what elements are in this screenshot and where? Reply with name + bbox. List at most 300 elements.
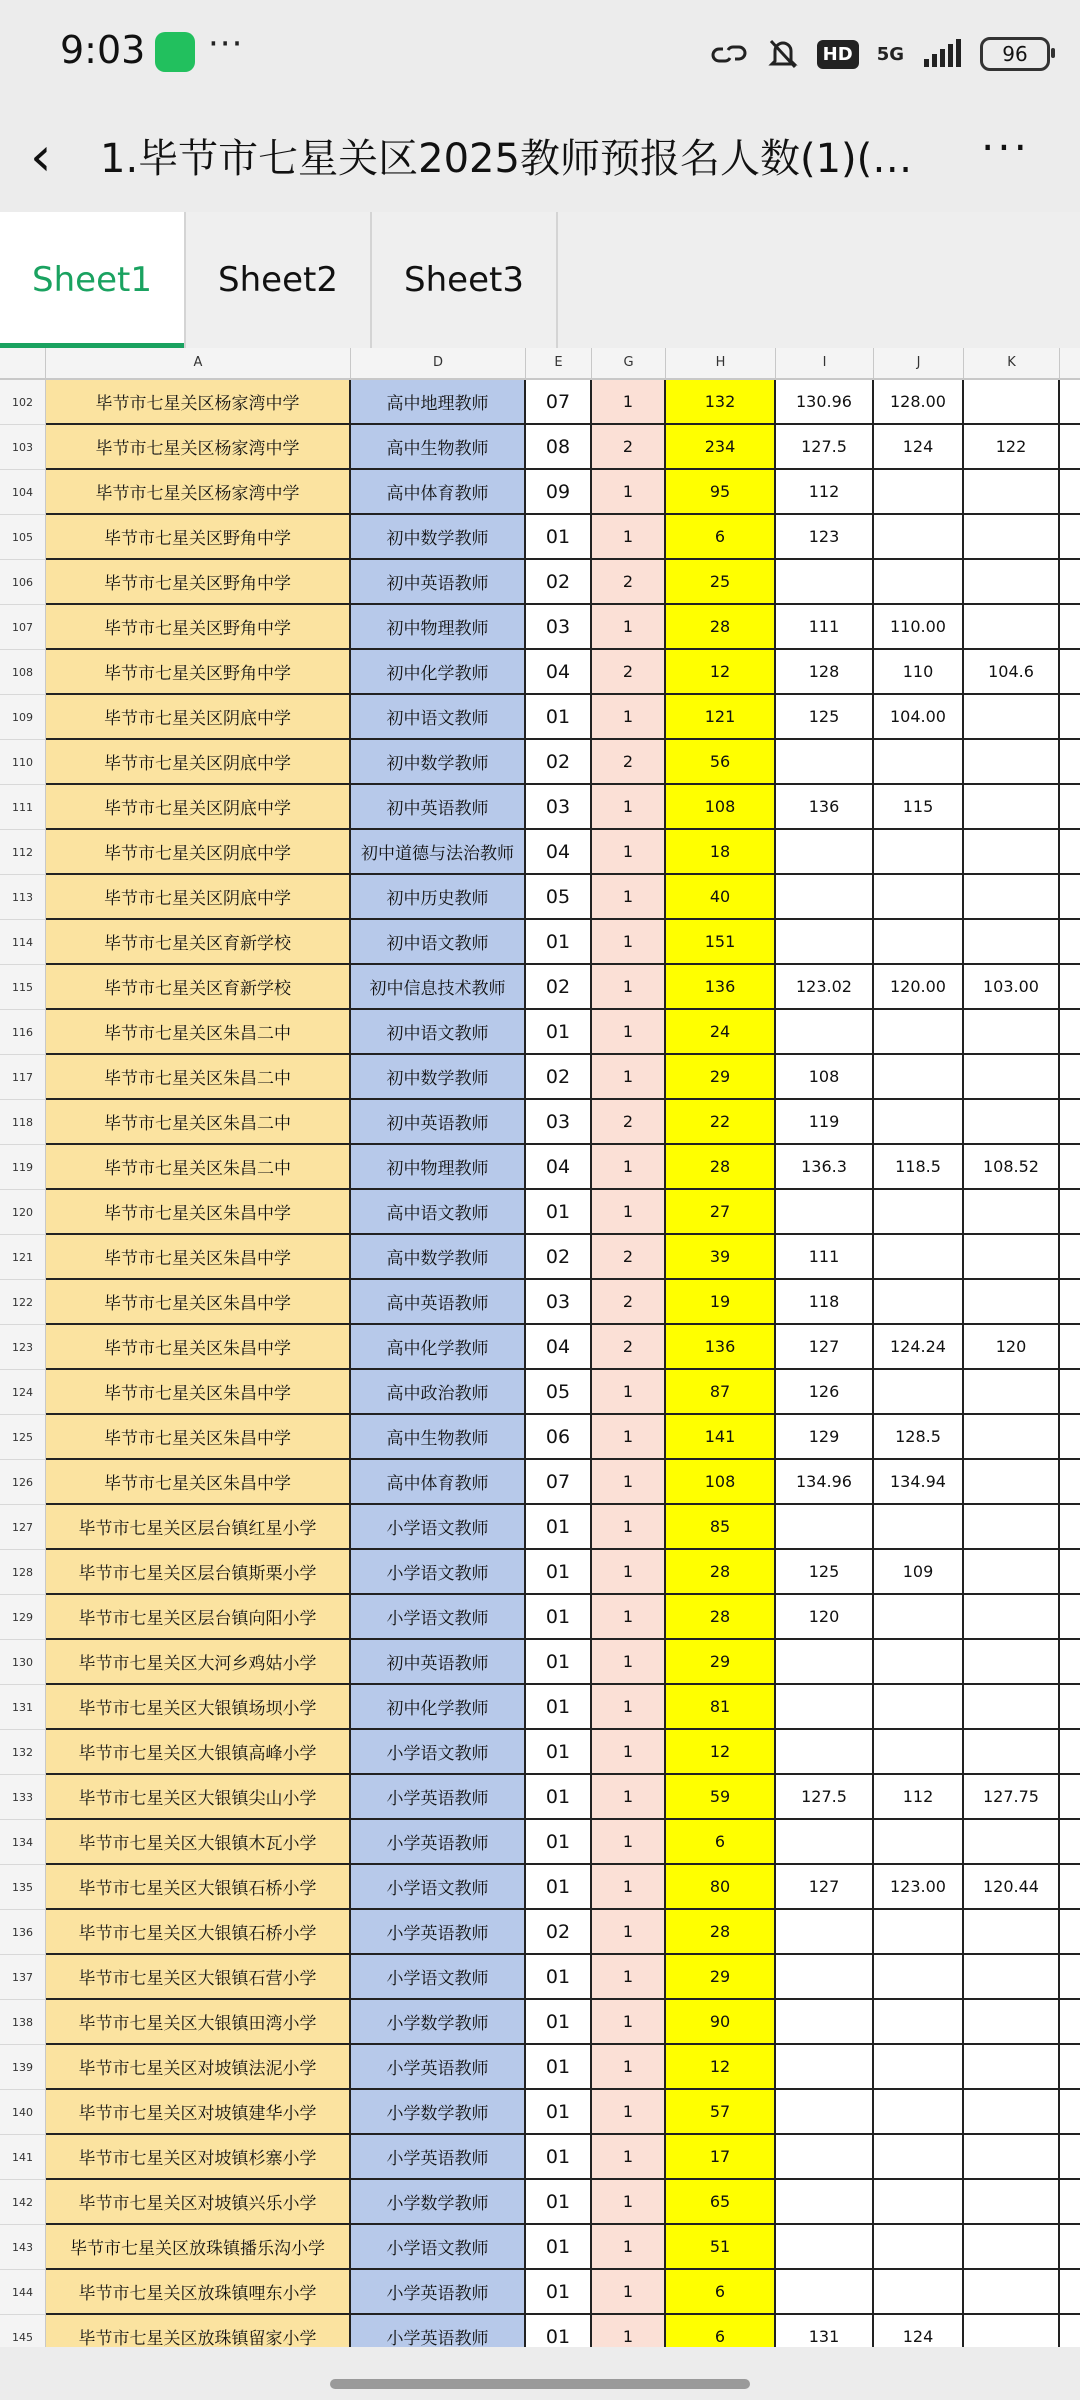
cell-applicants[interactable]: 24 — [666, 1010, 776, 1055]
cell-overflow[interactable] — [1060, 1910, 1080, 1955]
cell-applicants[interactable]: 56 — [666, 740, 776, 785]
cell-code[interactable]: 01 — [526, 1955, 592, 2000]
cell-position[interactable]: 初中英语教师 — [351, 1640, 526, 1685]
cell-score-j[interactable] — [874, 1370, 964, 1415]
cell-applicants[interactable]: 51 — [666, 2225, 776, 2270]
row-number[interactable]: 104 — [0, 470, 46, 515]
cell-school[interactable]: 毕节市七星关区大银镇石营小学 — [46, 1955, 351, 2000]
cell-score-i[interactable] — [776, 2135, 874, 2180]
cell-overflow[interactable] — [1060, 560, 1080, 605]
cell-school[interactable]: 毕节市七星关区野角中学 — [46, 515, 351, 560]
cell-position[interactable]: 小学语文教师 — [351, 1955, 526, 2000]
cell-position[interactable]: 初中化学教师 — [351, 650, 526, 695]
cell-code[interactable]: 01 — [526, 2315, 592, 2347]
row-number[interactable]: 128 — [0, 1550, 46, 1595]
row-number[interactable]: 130 — [0, 1640, 46, 1685]
cell-overflow[interactable] — [1060, 2270, 1080, 2315]
cell-quota[interactable]: 1 — [592, 1550, 666, 1595]
cell-school[interactable]: 毕节市七星关区野角中学 — [46, 560, 351, 605]
cell-overflow[interactable] — [1060, 1055, 1080, 1100]
cell-overflow[interactable] — [1060, 1595, 1080, 1640]
cell-score-i[interactable] — [776, 1010, 874, 1055]
cell-score-k[interactable] — [964, 920, 1060, 965]
cell-school[interactable]: 毕节市七星关区朱昌中学 — [46, 1370, 351, 1415]
column-header-e[interactable]: E — [526, 348, 592, 378]
row-number[interactable]: 121 — [0, 1235, 46, 1280]
cell-code[interactable]: 05 — [526, 875, 592, 920]
cell-code[interactable]: 02 — [526, 1910, 592, 1955]
cell-score-j[interactable] — [874, 740, 964, 785]
cell-score-i[interactable]: 136 — [776, 785, 874, 830]
cell-code[interactable]: 01 — [526, 515, 592, 560]
cell-overflow[interactable] — [1060, 965, 1080, 1010]
cell-score-j[interactable]: 128.5 — [874, 1415, 964, 1460]
row-number[interactable]: 135 — [0, 1865, 46, 1910]
row-number[interactable]: 123 — [0, 1325, 46, 1370]
cell-quota[interactable]: 1 — [592, 1505, 666, 1550]
tab-sheet3[interactable]: Sheet3 — [372, 212, 558, 348]
cell-score-j[interactable] — [874, 1100, 964, 1145]
cell-overflow[interactable] — [1060, 1640, 1080, 1685]
row-number[interactable]: 118 — [0, 1100, 46, 1145]
cell-applicants[interactable]: 28 — [666, 1550, 776, 1595]
cell-quota[interactable]: 2 — [592, 560, 666, 605]
cell-school[interactable]: 毕节市七星关区朱昌中学 — [46, 1190, 351, 1235]
cell-score-k[interactable] — [964, 2090, 1060, 2135]
cell-applicants[interactable]: 12 — [666, 2045, 776, 2090]
cell-quota[interactable]: 1 — [592, 2135, 666, 2180]
cell-quota[interactable]: 1 — [592, 2315, 666, 2347]
cell-applicants[interactable]: 28 — [666, 1910, 776, 1955]
cell-score-i[interactable]: 127.5 — [776, 425, 874, 470]
cell-overflow[interactable] — [1060, 1550, 1080, 1595]
cell-code[interactable]: 03 — [526, 785, 592, 830]
cell-score-i[interactable]: 136.3 — [776, 1145, 874, 1190]
column-header-g[interactable]: G — [592, 348, 666, 378]
cell-overflow[interactable] — [1060, 875, 1080, 920]
row-number[interactable]: 125 — [0, 1415, 46, 1460]
cell-score-i[interactable]: 127.5 — [776, 1775, 874, 1820]
cell-score-j[interactable] — [874, 1505, 964, 1550]
cell-score-k[interactable]: 122 — [964, 425, 1060, 470]
cell-quota[interactable]: 1 — [592, 1820, 666, 1865]
cell-score-i[interactable]: 129 — [776, 1415, 874, 1460]
cell-school[interactable]: 毕节市七星关区对坡镇兴乐小学 — [46, 2180, 351, 2225]
cell-score-k[interactable]: 103.00 — [964, 965, 1060, 1010]
cell-overflow[interactable] — [1060, 740, 1080, 785]
cell-position[interactable]: 高中政治教师 — [351, 1370, 526, 1415]
cell-school[interactable]: 毕节市七星关区朱昌中学 — [46, 1415, 351, 1460]
cell-score-j[interactable] — [874, 1730, 964, 1775]
cell-code[interactable]: 03 — [526, 605, 592, 650]
cell-overflow[interactable] — [1060, 650, 1080, 695]
cell-score-k[interactable] — [964, 1910, 1060, 1955]
cell-score-k[interactable] — [964, 2270, 1060, 2315]
cell-overflow[interactable] — [1060, 605, 1080, 650]
cell-score-k[interactable] — [964, 1055, 1060, 1100]
cell-overflow[interactable] — [1060, 380, 1080, 425]
cell-score-j[interactable]: 123.00 — [874, 1865, 964, 1910]
cell-quota[interactable]: 1 — [592, 2045, 666, 2090]
cell-overflow[interactable] — [1060, 1325, 1080, 1370]
cell-score-k[interactable] — [964, 2135, 1060, 2180]
cell-score-j[interactable] — [874, 515, 964, 560]
cell-school[interactable]: 毕节市七星关区阴底中学 — [46, 695, 351, 740]
cell-code[interactable]: 04 — [526, 1325, 592, 1370]
cell-school[interactable]: 毕节市七星关区阴底中学 — [46, 785, 351, 830]
row-number[interactable]: 105 — [0, 515, 46, 560]
more-options-button[interactable]: ··· — [980, 123, 1030, 172]
cell-school[interactable]: 毕节市七星关区朱昌二中 — [46, 1055, 351, 1100]
cell-score-k[interactable] — [964, 1550, 1060, 1595]
cell-quota[interactable]: 1 — [592, 1460, 666, 1505]
cell-school[interactable]: 毕节市七星关区朱昌二中 — [46, 1010, 351, 1055]
cell-applicants[interactable]: 17 — [666, 2135, 776, 2180]
cell-score-j[interactable] — [874, 1055, 964, 1100]
cell-score-j[interactable] — [874, 1820, 964, 1865]
cell-score-j[interactable]: 124.24 — [874, 1325, 964, 1370]
cell-school[interactable]: 毕节市七星关区阴底中学 — [46, 875, 351, 920]
cell-quota[interactable]: 1 — [592, 470, 666, 515]
cell-position[interactable]: 小学语文教师 — [351, 2225, 526, 2270]
cell-overflow[interactable] — [1060, 1190, 1080, 1235]
cell-overflow[interactable] — [1060, 1280, 1080, 1325]
cell-score-j[interactable]: 120.00 — [874, 965, 964, 1010]
row-number[interactable]: 142 — [0, 2180, 46, 2225]
cell-quota[interactable]: 1 — [592, 695, 666, 740]
cell-score-i[interactable] — [776, 1730, 874, 1775]
cell-score-k[interactable] — [964, 1190, 1060, 1235]
cell-overflow[interactable] — [1060, 1955, 1080, 2000]
row-number[interactable]: 109 — [0, 695, 46, 740]
cell-overflow[interactable] — [1060, 2135, 1080, 2180]
cell-school[interactable]: 毕节市七星关区层台镇红星小学 — [46, 1505, 351, 1550]
column-header-h[interactable]: H — [666, 348, 776, 378]
cell-code[interactable]: 01 — [526, 2090, 592, 2135]
cell-applicants[interactable]: 6 — [666, 2270, 776, 2315]
cell-quota[interactable]: 1 — [592, 785, 666, 830]
cell-code[interactable]: 01 — [526, 1505, 592, 1550]
cell-score-j[interactable]: 124 — [874, 425, 964, 470]
row-number[interactable]: 144 — [0, 2270, 46, 2315]
cell-applicants[interactable]: 136 — [666, 965, 776, 1010]
cell-quota[interactable]: 1 — [592, 920, 666, 965]
cell-score-j[interactable] — [874, 1910, 964, 1955]
cell-score-i[interactable] — [776, 875, 874, 920]
cell-applicants[interactable]: 40 — [666, 875, 776, 920]
cell-score-i[interactable]: 125 — [776, 1550, 874, 1595]
cell-position[interactable]: 高中体育教师 — [351, 1460, 526, 1505]
cell-quota[interactable]: 1 — [592, 1955, 666, 2000]
cell-score-j[interactable]: 115 — [874, 785, 964, 830]
cell-score-i[interactable]: 128 — [776, 650, 874, 695]
cell-applicants[interactable]: 141 — [666, 1415, 776, 1460]
cell-overflow[interactable] — [1060, 830, 1080, 875]
column-header-k[interactable]: K — [964, 348, 1060, 378]
cell-school[interactable]: 毕节市七星关区野角中学 — [46, 650, 351, 695]
cell-quota[interactable]: 1 — [592, 1775, 666, 1820]
cell-overflow[interactable] — [1060, 2225, 1080, 2270]
cell-applicants[interactable]: 132 — [666, 380, 776, 425]
column-header-a[interactable]: A — [46, 348, 351, 378]
cell-applicants[interactable]: 22 — [666, 1100, 776, 1145]
cell-school[interactable]: 毕节市七星关区大银镇石桥小学 — [46, 1910, 351, 1955]
cell-overflow[interactable] — [1060, 2000, 1080, 2045]
cell-score-k[interactable]: 127.75 — [964, 1775, 1060, 1820]
cell-position[interactable]: 小学语文教师 — [351, 1550, 526, 1595]
cell-applicants[interactable]: 12 — [666, 650, 776, 695]
cell-score-j[interactable]: 109 — [874, 1550, 964, 1595]
tab-sheet2[interactable]: Sheet2 — [186, 212, 372, 348]
cell-applicants[interactable]: 19 — [666, 1280, 776, 1325]
cell-code[interactable]: 01 — [526, 1595, 592, 1640]
cell-code[interactable]: 02 — [526, 1235, 592, 1280]
cell-overflow[interactable] — [1060, 1505, 1080, 1550]
cell-quota[interactable]: 1 — [592, 1010, 666, 1055]
cell-applicants[interactable]: 28 — [666, 605, 776, 650]
cell-quota[interactable]: 1 — [592, 965, 666, 1010]
cell-score-j[interactable] — [874, 1280, 964, 1325]
row-number[interactable]: 136 — [0, 1910, 46, 1955]
row-number[interactable]: 115 — [0, 965, 46, 1010]
row-number[interactable]: 129 — [0, 1595, 46, 1640]
cell-position[interactable]: 高中语文教师 — [351, 1190, 526, 1235]
cell-overflow[interactable] — [1060, 1370, 1080, 1415]
cell-quota[interactable]: 1 — [592, 2000, 666, 2045]
row-number[interactable]: 111 — [0, 785, 46, 830]
row-number[interactable]: 126 — [0, 1460, 46, 1505]
cell-code[interactable]: 09 — [526, 470, 592, 515]
cell-quota[interactable]: 2 — [592, 650, 666, 695]
cell-school[interactable]: 毕节市七星关区阴底中学 — [46, 740, 351, 785]
cell-position[interactable]: 初中数学教师 — [351, 740, 526, 785]
cell-position[interactable]: 初中物理教师 — [351, 605, 526, 650]
cell-code[interactable]: 01 — [526, 1865, 592, 1910]
cell-applicants[interactable]: 108 — [666, 785, 776, 830]
cell-score-j[interactable] — [874, 1010, 964, 1055]
cell-score-k[interactable] — [964, 740, 1060, 785]
cell-score-i[interactable] — [776, 560, 874, 605]
cell-code[interactable]: 01 — [526, 1730, 592, 1775]
cell-score-k[interactable]: 120 — [964, 1325, 1060, 1370]
row-number[interactable]: 133 — [0, 1775, 46, 1820]
cell-score-i[interactable] — [776, 740, 874, 785]
cell-position[interactable]: 初中物理教师 — [351, 1145, 526, 1190]
cell-school[interactable]: 毕节市七星关区放珠镇播乐沟小学 — [46, 2225, 351, 2270]
cell-score-k[interactable]: 108.52 — [964, 1145, 1060, 1190]
cell-school[interactable]: 毕节市七星关区层台镇斯栗小学 — [46, 1550, 351, 1595]
cell-overflow[interactable] — [1060, 1820, 1080, 1865]
cell-overflow[interactable] — [1060, 515, 1080, 560]
cell-score-i[interactable]: 118 — [776, 1280, 874, 1325]
cell-code[interactable]: 01 — [526, 920, 592, 965]
cell-school[interactable]: 毕节市七星关区育新学校 — [46, 965, 351, 1010]
cell-overflow[interactable] — [1060, 470, 1080, 515]
cell-applicants[interactable]: 29 — [666, 1055, 776, 1100]
cell-score-k[interactable] — [964, 605, 1060, 650]
cell-score-k[interactable] — [964, 785, 1060, 830]
cell-position[interactable]: 高中化学教师 — [351, 1325, 526, 1370]
row-number[interactable]: 114 — [0, 920, 46, 965]
row-number[interactable]: 110 — [0, 740, 46, 785]
cell-quota[interactable]: 1 — [592, 515, 666, 560]
cell-school[interactable]: 毕节市七星关区杨家湾中学 — [46, 470, 351, 515]
cell-applicants[interactable]: 28 — [666, 1595, 776, 1640]
cell-position[interactable]: 小学语文教师 — [351, 1730, 526, 1775]
cell-score-k[interactable] — [964, 1010, 1060, 1055]
cell-code[interactable]: 01 — [526, 695, 592, 740]
cell-code[interactable]: 04 — [526, 650, 592, 695]
cell-school[interactable]: 毕节市七星关区层台镇向阳小学 — [46, 1595, 351, 1640]
cell-applicants[interactable]: 95 — [666, 470, 776, 515]
cell-position[interactable]: 高中体育教师 — [351, 470, 526, 515]
cell-score-i[interactable] — [776, 2180, 874, 2225]
cell-applicants[interactable]: 6 — [666, 2315, 776, 2347]
cell-score-k[interactable] — [964, 2180, 1060, 2225]
cell-position[interactable]: 初中数学教师 — [351, 515, 526, 560]
cell-position[interactable]: 小学英语教师 — [351, 1910, 526, 1955]
cell-score-k[interactable] — [964, 470, 1060, 515]
cell-score-j[interactable] — [874, 2180, 964, 2225]
row-number[interactable]: 141 — [0, 2135, 46, 2180]
cell-quota[interactable]: 2 — [592, 1235, 666, 1280]
cell-score-j[interactable] — [874, 2135, 964, 2180]
cell-position[interactable]: 小学数学教师 — [351, 2000, 526, 2045]
cell-position[interactable]: 小学英语教师 — [351, 2270, 526, 2315]
cell-overflow[interactable] — [1060, 1010, 1080, 1055]
row-number[interactable]: 124 — [0, 1370, 46, 1415]
cell-applicants[interactable]: 57 — [666, 2090, 776, 2135]
cell-quota[interactable]: 1 — [592, 1145, 666, 1190]
cell-code[interactable]: 01 — [526, 2225, 592, 2270]
cell-score-j[interactable] — [874, 560, 964, 605]
cell-overflow[interactable] — [1060, 2045, 1080, 2090]
cell-code[interactable]: 03 — [526, 1100, 592, 1145]
cell-position[interactable]: 小学英语教师 — [351, 1775, 526, 1820]
cell-quota[interactable]: 2 — [592, 1280, 666, 1325]
cell-score-i[interactable]: 111 — [776, 605, 874, 650]
row-number[interactable]: 102 — [0, 380, 46, 425]
cell-score-j[interactable] — [874, 2090, 964, 2135]
row-number[interactable]: 108 — [0, 650, 46, 695]
cell-score-i[interactable]: 123.02 — [776, 965, 874, 1010]
cell-code[interactable]: 06 — [526, 1415, 592, 1460]
cell-school[interactable]: 毕节市七星关区杨家湾中学 — [46, 380, 351, 425]
cell-school[interactable]: 毕节市七星关区育新学校 — [46, 920, 351, 965]
cell-score-i[interactable] — [776, 2000, 874, 2045]
cell-overflow[interactable] — [1060, 1415, 1080, 1460]
cell-score-j[interactable] — [874, 2045, 964, 2090]
cell-school[interactable]: 毕节市七星关区大银镇石桥小学 — [46, 1865, 351, 1910]
cell-applicants[interactable]: 28 — [666, 1145, 776, 1190]
column-header-d[interactable]: D — [351, 348, 526, 378]
cell-school[interactable]: 毕节市七星关区朱昌中学 — [46, 1460, 351, 1505]
cell-position[interactable]: 小学语文教师 — [351, 1865, 526, 1910]
cell-score-k[interactable] — [964, 1955, 1060, 2000]
cell-score-k[interactable] — [964, 1505, 1060, 1550]
cell-score-i[interactable] — [776, 2225, 874, 2270]
cell-school[interactable]: 毕节市七星关区大银镇高峰小学 — [46, 1730, 351, 1775]
cell-position[interactable]: 高中生物教师 — [351, 1415, 526, 1460]
cell-score-j[interactable] — [874, 2000, 964, 2045]
cell-code[interactable]: 02 — [526, 1055, 592, 1100]
row-number[interactable]: 140 — [0, 2090, 46, 2135]
cell-score-j[interactable]: 134.94 — [874, 1460, 964, 1505]
cell-position[interactable]: 小学英语教师 — [351, 2135, 526, 2180]
cell-score-k[interactable] — [964, 515, 1060, 560]
cell-score-i[interactable] — [776, 1910, 874, 1955]
cell-code[interactable]: 02 — [526, 560, 592, 605]
cell-position[interactable]: 高中生物教师 — [351, 425, 526, 470]
cell-position[interactable]: 初中英语教师 — [351, 785, 526, 830]
cell-school[interactable]: 毕节市七星关区大河乡鸡姑小学 — [46, 1640, 351, 1685]
cell-score-i[interactable]: 123 — [776, 515, 874, 560]
cell-score-j[interactable]: 112 — [874, 1775, 964, 1820]
cell-applicants[interactable]: 108 — [666, 1460, 776, 1505]
cell-score-k[interactable] — [964, 875, 1060, 920]
cell-code[interactable]: 01 — [526, 2045, 592, 2090]
cell-code[interactable]: 01 — [526, 2270, 592, 2315]
cell-position[interactable]: 高中地理教师 — [351, 380, 526, 425]
cell-school[interactable]: 毕节市七星关区朱昌中学 — [46, 1235, 351, 1280]
cell-quota[interactable]: 1 — [592, 1685, 666, 1730]
cell-position[interactable]: 小学语文教师 — [351, 1595, 526, 1640]
cell-score-i[interactable] — [776, 1955, 874, 2000]
cell-quota[interactable]: 2 — [592, 425, 666, 470]
home-indicator[interactable] — [330, 2379, 750, 2389]
cell-school[interactable]: 毕节市七星关区朱昌中学 — [46, 1280, 351, 1325]
row-number[interactable]: 120 — [0, 1190, 46, 1235]
cell-score-i[interactable] — [776, 2090, 874, 2135]
cell-position[interactable]: 初中语文教师 — [351, 695, 526, 740]
cell-applicants[interactable]: 80 — [666, 1865, 776, 1910]
cell-score-k[interactable] — [964, 1100, 1060, 1145]
cell-applicants[interactable]: 121 — [666, 695, 776, 740]
cell-quota[interactable]: 1 — [592, 830, 666, 875]
cell-quota[interactable]: 1 — [592, 1595, 666, 1640]
cell-score-k[interactable] — [964, 1730, 1060, 1775]
cell-score-k[interactable]: 104.6 — [964, 650, 1060, 695]
cell-school[interactable]: 毕节市七星关区野角中学 — [46, 605, 351, 650]
cell-quota[interactable]: 1 — [592, 1415, 666, 1460]
cell-school[interactable]: 毕节市七星关区朱昌二中 — [46, 1145, 351, 1190]
cell-code[interactable]: 01 — [526, 1775, 592, 1820]
cell-quota[interactable]: 1 — [592, 1910, 666, 1955]
cell-quota[interactable]: 2 — [592, 740, 666, 785]
cell-school[interactable]: 毕节市七星关区放珠镇哩东小学 — [46, 2270, 351, 2315]
cell-position[interactable]: 初中化学教师 — [351, 1685, 526, 1730]
cell-school[interactable]: 毕节市七星关区对坡镇建华小学 — [46, 2090, 351, 2135]
cell-quota[interactable]: 1 — [592, 1055, 666, 1100]
cell-score-k[interactable] — [964, 1280, 1060, 1325]
cell-applicants[interactable]: 234 — [666, 425, 776, 470]
cell-quota[interactable]: 1 — [592, 2090, 666, 2135]
cell-score-i[interactable]: 119 — [776, 1100, 874, 1145]
row-number[interactable]: 127 — [0, 1505, 46, 1550]
cell-applicants[interactable]: 85 — [666, 1505, 776, 1550]
cell-quota[interactable]: 2 — [592, 1325, 666, 1370]
cell-score-j[interactable] — [874, 470, 964, 515]
cell-score-j[interactable]: 118.5 — [874, 1145, 964, 1190]
cell-score-i[interactable]: 131 — [776, 2315, 874, 2347]
cell-score-k[interactable] — [964, 1685, 1060, 1730]
cell-score-j[interactable] — [874, 830, 964, 875]
cell-school[interactable]: 毕节市七星关区阴底中学 — [46, 830, 351, 875]
cell-score-i[interactable]: 111 — [776, 1235, 874, 1280]
cell-score-i[interactable] — [776, 1190, 874, 1235]
cell-applicants[interactable]: 29 — [666, 1640, 776, 1685]
cell-score-j[interactable]: 110.00 — [874, 605, 964, 650]
